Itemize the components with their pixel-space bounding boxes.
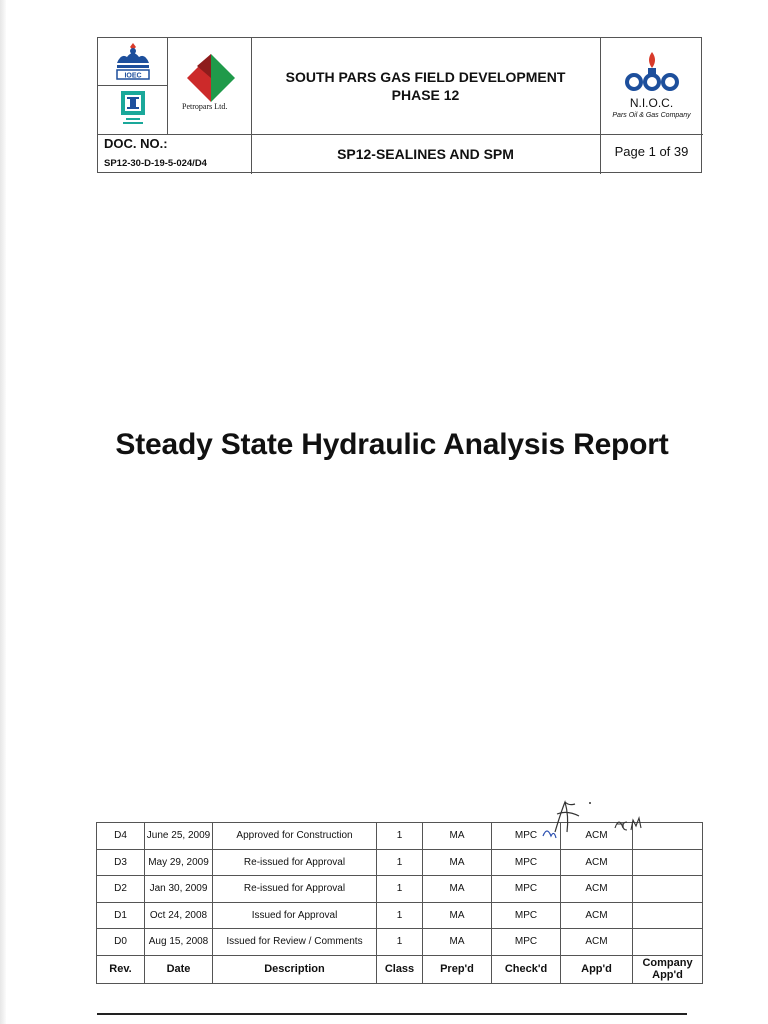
revision-cell-checked: MPC [492,902,561,929]
document-header [97,37,702,173]
revision-cell-rev: D4 [97,823,145,850]
petropars-logo [183,50,239,102]
revision-cell-approved: ACM [561,902,633,929]
nioc-caption [600,96,703,119]
revision-cell-description: Re-issued for Approval [213,849,377,876]
revision-header-description: Description [213,955,377,983]
page-edge-shadow [0,0,6,1024]
revision-header-checked: Check'd [492,955,561,983]
revision-cell-class: 1 [377,876,423,903]
revision-cell-prepared: MA [423,929,492,956]
revision-header-class: Class [377,955,423,983]
project-title-line1: SOUTH PARS GAS FIELD DEVELOPMENT [285,69,566,85]
revision-header-row [97,955,703,983]
revision-cell-company-approved [633,823,703,850]
revision-header-prepared: Prep'd [423,955,492,983]
revision-cell-class: 1 [377,849,423,876]
revision-cell-date: Aug 15, 2008 [145,929,213,956]
revision-cell-description: Re-issued for Approval [213,876,377,903]
revision-cell-rev: D1 [97,902,145,929]
revision-cell-checked: MPC [492,849,561,876]
revision-cell-class: 1 [377,823,423,850]
revision-cell-date: Jan 30, 2009 [145,876,213,903]
revision-cell-description: Approved for Construction [213,823,377,850]
revision-row [97,902,703,929]
revision-cell-approved: ACM [561,823,633,850]
petropars-caption: Petropars Ltd. [182,102,228,111]
revision-table [96,822,703,984]
report-title: Steady State Hydraulic Analysis Report [115,428,669,461]
revision-cell-prepared: MA [423,902,492,929]
revision-cell-date: Oct 24, 2008 [145,902,213,929]
revision-cell-description: Issued for Review / Comments [213,929,377,956]
revision-cell-company-approved [633,929,703,956]
revision-row [97,876,703,903]
revision-cell-rev: D2 [97,876,145,903]
revision-cell-approved: ACM [561,876,633,903]
nioc-subname: Pars Oil & Gas Company [612,112,691,119]
revision-cell-date: June 25, 2009 [145,823,213,850]
doc-no: SP12-30-D-19-5-024/D4 [104,158,207,169]
revision-cell-approved: ACM [561,849,633,876]
revision-cell-company-approved [633,849,703,876]
revision-cell-company-approved [633,876,703,903]
nioc-name: N.I.O.C. [629,96,674,110]
revision-cell-rev: D3 [97,849,145,876]
revision-cell-checked: MPC [492,876,561,903]
revision-cell-checked: MPC [492,929,561,956]
revision-cell-company-approved [633,902,703,929]
revision-header-date: Date [145,955,213,983]
svg-text:IOEC: IOEC [124,72,142,80]
revision-cell-rev: D0 [97,929,145,956]
revision-header-approved: App'd [561,955,633,983]
project-title [251,38,600,134]
doc-no-label: DOC. NO.: [104,136,168,151]
ipec-logo [110,87,156,131]
revision-header-company-approved: Company App'd [633,955,703,983]
doc-title: SP12-SEALINES AND SPM [337,145,514,162]
revision-cell-description: Issued for Approval [213,902,377,929]
nioc-logo [620,50,684,94]
revision-row [97,849,703,876]
revision-cell-prepared: MA [423,849,492,876]
revision-cell-approved: ACM [561,929,633,956]
revision-cell-class: 1 [377,902,423,929]
revision-cell-prepared: MA [423,876,492,903]
revision-cell-class: 1 [377,929,423,956]
project-title-line2: PHASE 12 [391,87,460,103]
page-number: Page 1 of 39 [614,144,689,159]
revision-cell-prepared: MA [423,823,492,850]
footer-rule [97,1013,687,1015]
revision-cell-checked: MPC [492,823,561,850]
ioec-logo [110,41,156,83]
revision-row [97,823,703,850]
revision-row [97,929,703,956]
revision-header-rev: Rev. [97,955,145,983]
revision-cell-date: May 29, 2009 [145,849,213,876]
